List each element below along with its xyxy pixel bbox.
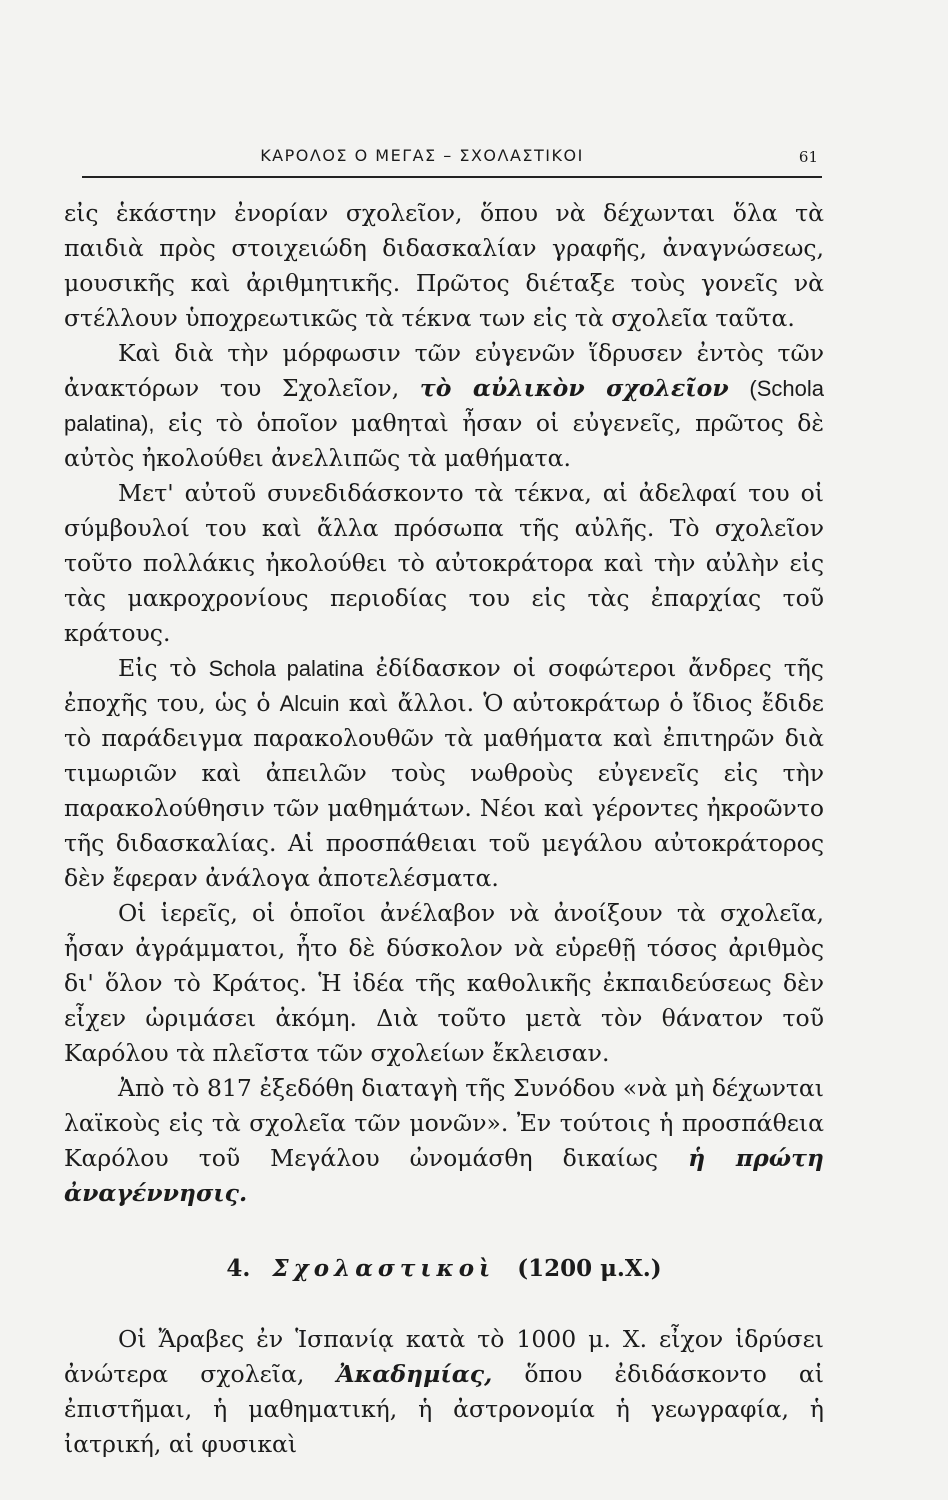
latin-schola-palatina: (Schola palatina),	[64, 376, 824, 436]
paragraph-7	[64, 1322, 824, 1462]
section-heading	[64, 1255, 824, 1282]
page-number: 61	[798, 148, 818, 166]
latin-alcuin: Alcuin	[279, 691, 340, 716]
paragraph-7-text-end: ὅπου ἐδιδάσκοντο αἱ ἐπιστῆμαι, ἡ μαθηματική, ἡ ἀστρονομία ἡ γεωγραφία, ἡ ἰατρική, αἱ φυσικαὶ	[64, 1360, 824, 1458]
paragraph-4	[64, 651, 824, 896]
paragraph-1: εἰς ἑκάστην ἐνορίαν σχολεῖον, ὅπου νὰ δέχωνται ὅλα τὰ παιδιὰ πρὸς στοιχειώδη διδασκαλίαν γραφῆς, ἀναγνώσεως, μουσικῆς καὶ ἀριθμητικῆς. Πρῶτος διέταξε τοὺς γονεῖς νὰ στέλλουν ὑποχρεωτικῶς τὰ τέκνα των εἰς τὰ σχολεῖα ταῦτα.	[64, 199, 824, 332]
paragraph-5: Οἱ ἱερεῖς, οἱ ὁποῖοι ἀνέλαβον νὰ ἀνοίξουν τὰ σχολεῖα, ἦσαν ἀγράμματοι, ἦτο δὲ δύσκολον νὰ εὑρεθῇ τόσος ἀριθμὸς δι' ὅλον τὸ Κράτος. Ἡ ἰδέα τῆς καθολικῆς ἐκπαιδεύσεως δὲν εἶχεν ὡριμάσει ἀκόμη. Διὰ τοῦτο μετὰ τὸν θάνατον τοῦ Καρόλου τὰ πλεῖστα τῶν σχολείων ἔκλεισαν.	[64, 899, 824, 1067]
section-title: Σχολαστικοὶ	[272, 1255, 496, 1282]
paragraph-3: Μετ' αὐτοῦ συνεδιδάσκοντο τὰ τέκνα, αἱ ἀδελφαί του οἱ σύμβουλοί του καὶ ἄλλα πρόσωπα τῆς αὐλῆς. Τὸ σχολεῖον τοῦτο πολλάκις ἠκολούθει τὸ αὐτοκράτορα καὶ τὴν αὐλὴν εἰς τὰς μακροχρονίους περιοδίας του εἰς τὰς ἐπαρχίας τοῦ κράτους.	[64, 479, 824, 647]
paragraph-2-text-start: Καὶ διὰ τὴν μόρφωσιν τῶν εὐγενῶν ἵδρυσεν ἐντὸς τῶν ἀνακτόρων του Σχολεῖον,	[64, 339, 824, 402]
emphasis-proti-anagennisis: ἡ πρώτη ἀναγέννησις.	[64, 1144, 824, 1207]
paragraph-7-text-start: Οἱ Ἄραβες ἐν Ἱσπανίᾳ κατὰ τὸ 1000 μ. Χ. εἶχον ἱδρύσει ἀνώτερα σχολεῖα,	[64, 1325, 824, 1388]
paragraph-6	[64, 1071, 824, 1211]
running-title: ΚΑΡΟΛΟΣ Ο ΜΕΓΑΣ – ΣΧΟΛΑΣΤΙΚΟΙ	[260, 146, 584, 165]
latin-schola-palatina-2: Schola palatina	[208, 656, 364, 681]
running-header	[82, 146, 822, 178]
paragraph-2	[64, 336, 824, 476]
emphasis-aulikon-scholeion: τὸ αὐλικὸν σχολεῖον	[419, 374, 729, 402]
paragraph-6-text: Ἀπὸ τὸ 817 ἐξεδόθη διαταγὴ τῆς Συνόδου «νὰ μὴ δέχωνται λαϊκοὺς εἰς τὰ σχολεῖα τῶν μονῶν». Ἐν τούτοις ἡ προσπάθεια Καρόλου τοῦ Μεγάλου ὠνομάσθη δικαίως	[64, 1074, 824, 1172]
section-date: (1200 μ.Χ.)	[517, 1255, 662, 1282]
emphasis-akadimias: Ἀκαδημίας,	[336, 1360, 493, 1388]
paragraph-2-text-end: εἰς τὸ ὁποῖον μαθηταὶ ἦσαν οἱ εὐγενεῖς, πρῶτος δὲ αὐτὸς ἠκολούθει ἀνελλιπῶς τὰ μαθήματα.	[64, 409, 824, 472]
body-text	[64, 196, 824, 1462]
paragraph-4-text-middle: ἐδίδασκον οἱ σοφώτεροι ἄνδρες τῆς ἐποχῆς του, ὡς ὁ	[64, 654, 824, 717]
section-number: 4.	[226, 1255, 251, 1282]
paragraph-4-text-start: Εἰς τὸ	[118, 654, 197, 682]
paragraph-4-text-end: καὶ ἄλλοι. Ὁ αὐτοκράτωρ ὁ ἴδιος ἔδιδε τὸ παράδειγμα παρακολουθῶν τὰ μαθήματα καὶ ἐπιτηρῶν διὰ τιμωριῶν καὶ ἀπειλῶν τοὺς νωθροὺς εὐγενεῖς εἰς τὴν παρακολούθησιν τῶν μαθημάτων. Νέοι καὶ γέροντες ἠκροῶντο τῆς διδασκαλίας. Αἱ προσπάθειαι τοῦ μεγάλου αὐτοκράτορος δὲν ἔφεραν ἀνάλογα ἀποτελέσματα.	[64, 689, 824, 892]
